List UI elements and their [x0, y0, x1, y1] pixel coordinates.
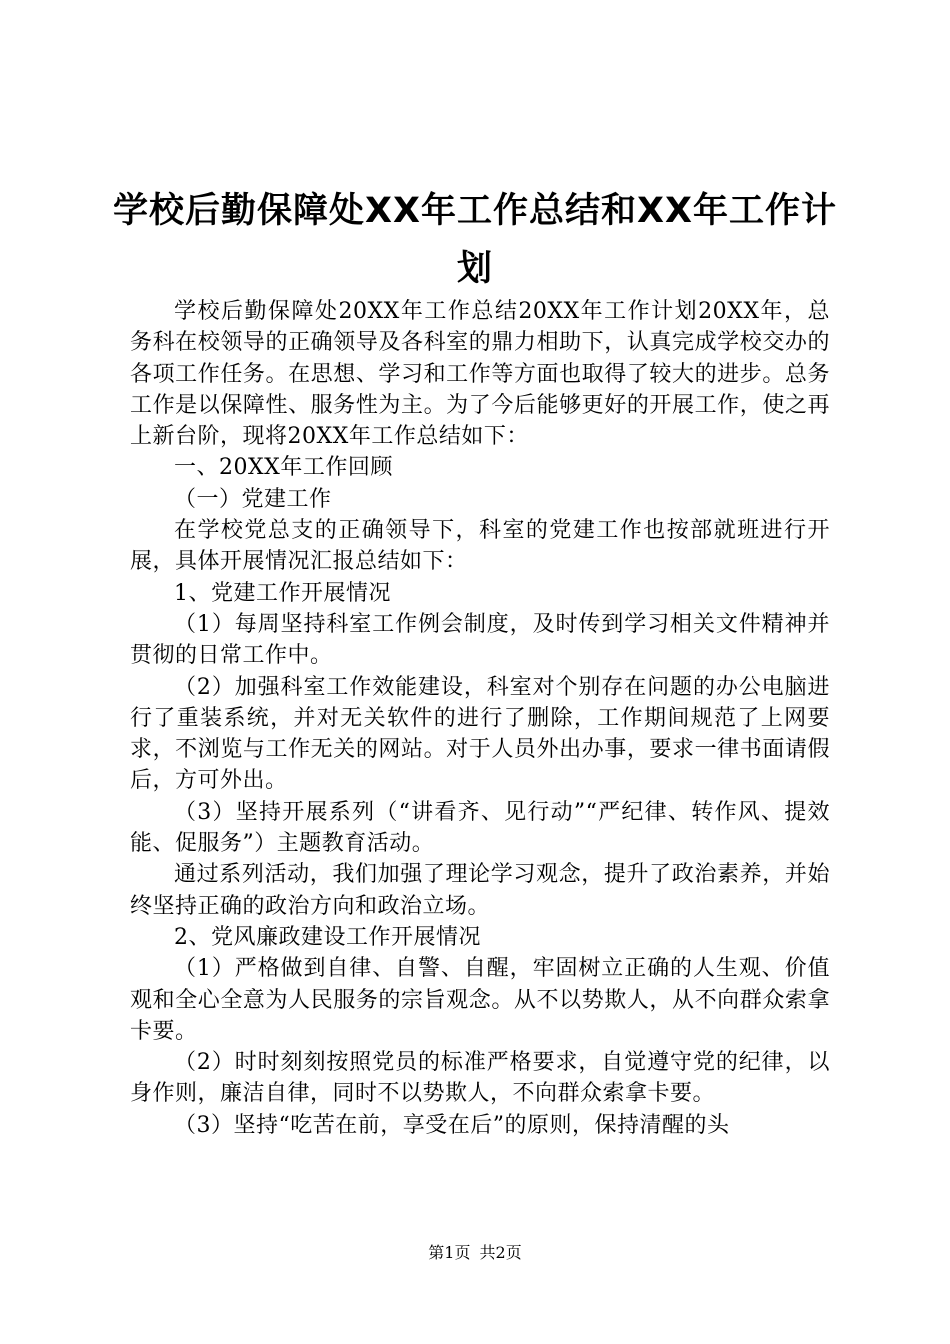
document-body [130, 296, 830, 1141]
document-title: 学校后勤保障处XX年工作总结和XX年工作计划 [113, 191, 837, 289]
subsection-heading: 2、党风廉政建设工作开展情况 [174, 924, 481, 950]
subsection-heading: （一）党建工作 [174, 486, 332, 512]
paragraph: 通过系列活动，我们加强了理论学习观念，提升了政治素养，并始终坚持正确的政治方向和政治立场。 [130, 862, 830, 919]
list-item: （1）每周坚持科室工作例会制度，及时传到学习相关文件精神并贯彻的日常工作中。 [130, 611, 830, 669]
paragraph: 在学校党总支的正确领导下，科室的党建工作也按部就班进行开展，具体开展情况汇报总结如下： [130, 518, 830, 575]
paragraph: 学校后勤保障处20XX年工作总结20XX年工作计划20XX年，总务科在校领导的正确领导及各科室的鼎力相助下，认真完成学校交办的各项工作任务。在思想、学习和工作等方面也取得了较大的进步。总务工作是以保障性、服务性为主。为了今后能够更好的开展工作，使之再上新台阶，现将20XX年工作总结如下： [130, 299, 830, 450]
subsection-heading: 1、党建工作开展情况 [174, 580, 391, 606]
page-footer [0, 1243, 950, 1263]
list-item: （2）加强科室工作效能建设，科室对个别存在问题的办公电脑进行了重装系统，并对无关软件的进行了删除，工作期间规范了上网要求，不浏览与工作无关的网站。对于人员外出办事，要求一律书面请假后，方可外出。 [130, 674, 830, 794]
list-item: （1）严格做到自律、自警、自醒，牢固树立正确的人生观、价值观和全心全意为人民服务的宗旨观念。从不以势欺人，从不向群众索拿卡要。 [130, 956, 830, 1044]
section-heading: 一、20XX年工作回顾 [174, 455, 393, 481]
list-item: （3）坚持“吃苦在前，享受在后”的原则，保持清醒的头 [174, 1112, 730, 1138]
list-item: （2）时时刻刻按照党员的标准严格要求，自觉遵守党的纪律，以身作则，廉洁自律，同时不以势欺人，不向群众索拿卡要。 [130, 1050, 830, 1107]
page-total: 共2页 [479, 1243, 522, 1262]
list-item: （3）坚持开展系列（“讲看齐、见行动”“严纪律、转作风、提效能、促服务”）主题教育活动。 [130, 799, 830, 857]
page-number: 第1页 [428, 1243, 471, 1262]
